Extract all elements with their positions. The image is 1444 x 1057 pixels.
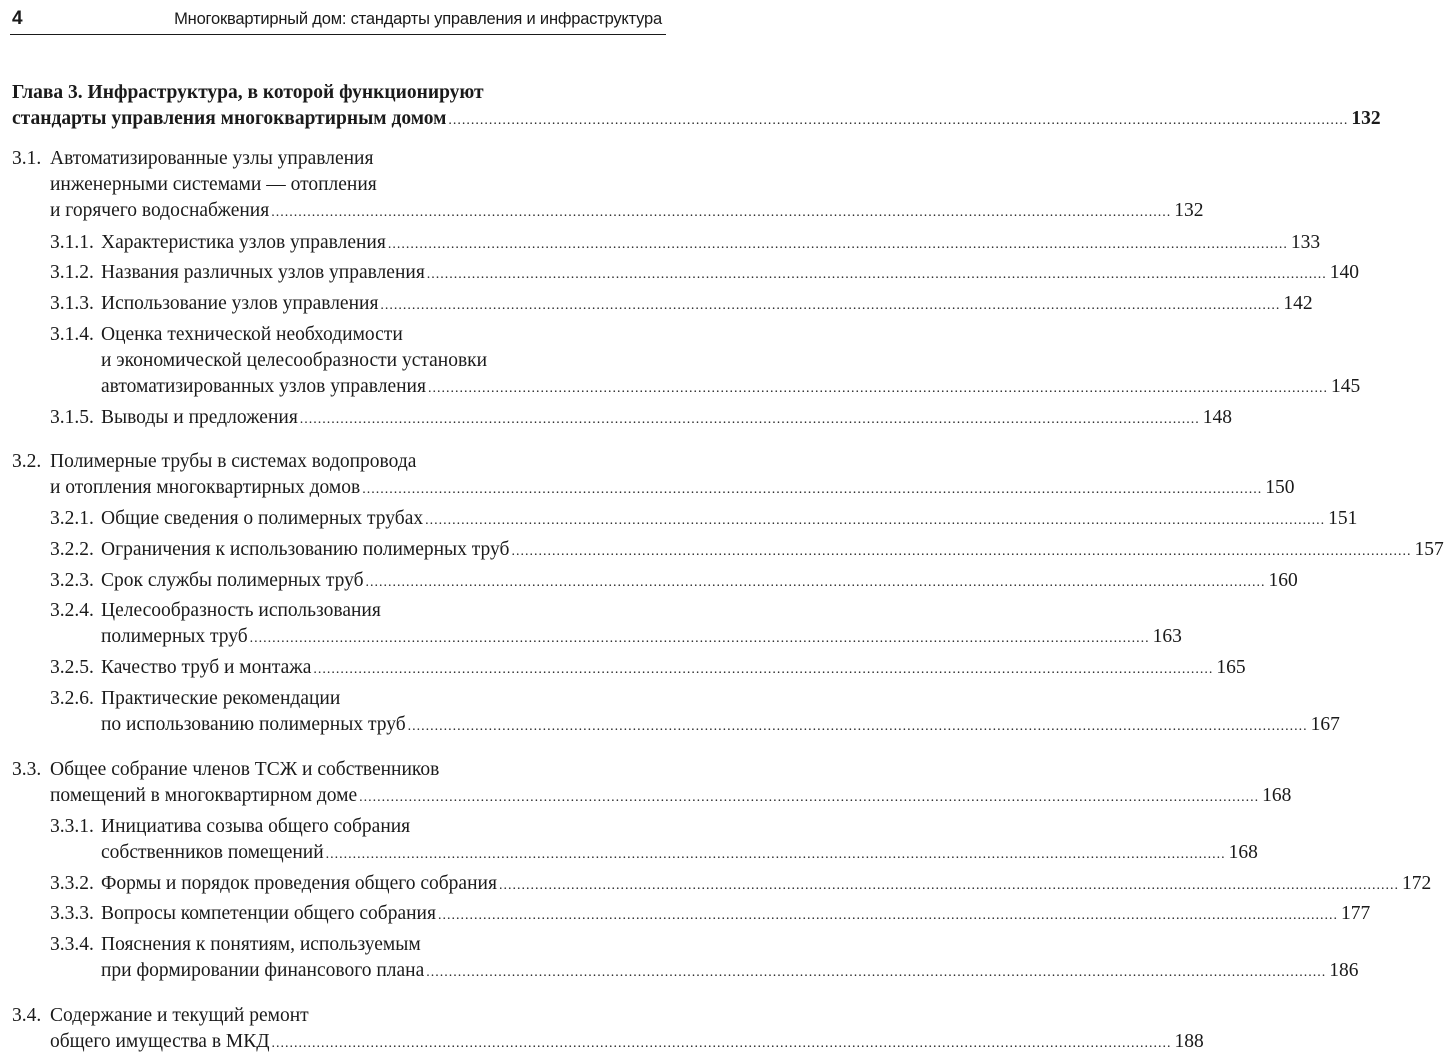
entry-line bbox=[12, 1029, 1204, 1057]
entry-text: и экономической целесообразности установки bbox=[101, 349, 488, 371]
dot-leader: ........................................................................................................................................................................................................ bbox=[425, 513, 1326, 529]
dot-leader: ........................................................................................................................................................................................................ bbox=[426, 267, 1327, 283]
entry-text: 3.2.4. Целесообразность использования bbox=[50, 600, 381, 621]
entry-line bbox=[50, 686, 666, 712]
entry-text: 3.2. Полимерные трубы в системах водопровода bbox=[12, 451, 416, 472]
toc-subsection bbox=[50, 291, 1313, 319]
entry-page-number: 167 bbox=[1310, 714, 1340, 735]
entry-number: 3.2.6. bbox=[50, 688, 94, 709]
entry-line bbox=[50, 374, 1361, 402]
toc-subsection bbox=[50, 901, 1371, 929]
entry-line bbox=[12, 757, 666, 783]
entry-line bbox=[12, 80, 666, 106]
entry-page-number: 165 bbox=[1216, 657, 1246, 679]
entry-page-number: 163 bbox=[1152, 626, 1182, 648]
entry-line bbox=[12, 449, 666, 475]
entry-line bbox=[50, 958, 1359, 986]
entry-line bbox=[50, 932, 666, 958]
entry-number: 3.1.3. bbox=[50, 292, 94, 314]
entry-number: 3.3.2. bbox=[50, 872, 94, 894]
toc-subsection bbox=[50, 230, 1321, 258]
entry-number: 3.2. bbox=[12, 451, 42, 473]
entry-page-number: 148 bbox=[1202, 406, 1233, 428]
toc-subsection bbox=[50, 260, 1360, 288]
toc-subsection bbox=[50, 598, 1182, 652]
toc-section bbox=[12, 449, 1295, 503]
entry-line bbox=[50, 840, 1258, 868]
entry-number: 3.4. bbox=[12, 1005, 42, 1026]
entry-page-number: 132 bbox=[1351, 108, 1381, 129]
entry-page-number: 151 bbox=[1328, 508, 1358, 530]
entry-text: 3.3.1. Инициатива созыва общего собрания bbox=[50, 816, 410, 837]
toc-subsection bbox=[50, 686, 1340, 740]
entry-text: 3.1.2. Названия различных узлов управления bbox=[50, 260, 425, 286]
entry-page-number: 142 bbox=[1283, 292, 1313, 314]
entry-text: 3.2.3. Срок службы полимерных труб bbox=[50, 568, 364, 594]
entry-line bbox=[50, 814, 666, 840]
entry-text: по использованию полимерных труб bbox=[101, 714, 406, 735]
entry-number: 3.1.5. bbox=[50, 406, 94, 428]
entry-page-number: 133 bbox=[1290, 231, 1321, 253]
entry-page-number: 145 bbox=[1330, 375, 1361, 397]
entry-number: 3.2.2. bbox=[50, 539, 94, 560]
entry-text: при формировании финансового плана bbox=[101, 960, 425, 982]
toc-subsection bbox=[50, 932, 1359, 986]
dot-leader: ........................................................................................................................................................................................................ bbox=[511, 544, 1412, 559]
entry-page-number: 160 bbox=[1268, 569, 1298, 591]
entry-line bbox=[12, 198, 1204, 226]
toc-subsection bbox=[50, 655, 1246, 683]
entry-page-number: 168 bbox=[1262, 784, 1292, 806]
entry-line bbox=[50, 568, 1298, 596]
entry-page-number: 140 bbox=[1329, 262, 1360, 284]
entry-text: 3.3.3. Вопросы компетенции общего собрания bbox=[50, 901, 436, 927]
entry-line bbox=[50, 405, 1233, 433]
entry-line bbox=[12, 106, 1381, 134]
entry-page-number: 168 bbox=[1228, 841, 1258, 863]
toc-subsection bbox=[50, 568, 1298, 596]
entry-line bbox=[50, 230, 1321, 258]
entry-number: 3.3.1. bbox=[50, 815, 94, 837]
dot-leader: ........................................................................................................................................................................................................ bbox=[313, 662, 1214, 678]
entry-line bbox=[50, 506, 1358, 534]
entry-page-number: 172 bbox=[1401, 872, 1432, 894]
entry-line bbox=[12, 475, 1295, 503]
entry-line bbox=[50, 348, 666, 374]
chapter-heading bbox=[12, 80, 1381, 134]
toc-subsection bbox=[50, 506, 1358, 534]
dot-leader: ........................................................................................................................................................................................................ bbox=[448, 113, 1349, 128]
entry-text: полимерных труб bbox=[101, 626, 248, 648]
toc-subsection bbox=[50, 322, 1361, 402]
entry-number: 3.3.4. bbox=[50, 934, 94, 956]
entry-line bbox=[50, 537, 1444, 565]
toc-section bbox=[12, 146, 1204, 226]
running-title: Многоквартирный дом: стандарты управления и инфраструктура bbox=[174, 10, 662, 28]
dot-leader: ........................................................................................................................................................................................................ bbox=[437, 908, 1338, 924]
entry-text: и отопления многоквартирных домов bbox=[50, 477, 361, 499]
dot-leader: ........................................................................................................................................................................................................ bbox=[299, 411, 1200, 427]
entry-line bbox=[50, 901, 1371, 929]
entry-text: 3.2.1. Общие сведения о полимерных трубах bbox=[50, 506, 423, 532]
entry-line bbox=[50, 260, 1360, 288]
toc-subsection bbox=[50, 405, 1233, 433]
entry-number: 3.3. bbox=[12, 758, 42, 780]
entry-text: и горячего водоснабжения bbox=[50, 200, 270, 222]
entry-number: 3.1.1. bbox=[50, 231, 94, 253]
toc-section bbox=[12, 757, 1292, 811]
dot-leader: ........................................................................................................................................................................................................ bbox=[271, 1036, 1172, 1051]
dot-leader: ........................................................................................................................................................................................................ bbox=[249, 631, 1150, 647]
entry-page-number: 150 bbox=[1265, 477, 1295, 499]
dot-leader: ........................................................................................................................................................................................................ bbox=[359, 789, 1260, 805]
entry-text: помещений в многоквартирном доме bbox=[50, 784, 358, 806]
entry-text: автоматизированных узлов управления bbox=[101, 375, 426, 397]
entry-page-number: 157 bbox=[1414, 539, 1444, 560]
entry-text: 3.1. Автоматизированные узлы управления bbox=[12, 148, 373, 169]
entry-number: 3.1.2. bbox=[50, 262, 94, 284]
entry-text: 3.1.5. Выводы и предложения bbox=[50, 405, 298, 431]
entry-page-number: 177 bbox=[1340, 903, 1371, 925]
dot-leader: ........................................................................................................................................................................................................ bbox=[362, 482, 1263, 498]
entry-text: 3.1.4. Оценка технической необходимости bbox=[50, 324, 403, 345]
dot-leader: ........................................................................................................................................................................................................ bbox=[271, 205, 1172, 221]
entry-text: стандарты управления многоквартирным домом bbox=[12, 108, 447, 129]
entry-number: 3.3.3. bbox=[50, 903, 94, 925]
dot-leader: ........................................................................................................................................................................................................ bbox=[365, 574, 1266, 590]
entry-text: 3.3.2. Формы и порядок проведения общего собрания bbox=[50, 871, 497, 897]
entry-text: 3.3.4. Пояснения к понятиям, используемым bbox=[50, 934, 421, 955]
entry-text: 3.4. Содержание и текущий ремонт bbox=[12, 1005, 309, 1026]
dot-leader: ........................................................................................................................................................................................................ bbox=[387, 236, 1288, 252]
dot-leader: ........................................................................................................................................................................................................ bbox=[498, 877, 1399, 893]
entry-text: собственников помещений bbox=[101, 841, 324, 863]
entry-number: 3.2.3. bbox=[50, 569, 94, 591]
entry-text: 3.1.3. Использование узлов управления bbox=[50, 291, 378, 317]
entry-text: 3.2.5. Качество труб и монтажа bbox=[50, 655, 311, 681]
entry-line bbox=[50, 322, 666, 348]
entry-line bbox=[12, 172, 666, 198]
entry-number: 3.2.4. bbox=[50, 600, 94, 622]
entry-text: 3.2.6. Практические рекомендации bbox=[50, 688, 340, 709]
entry-page-number: 132 bbox=[1174, 200, 1204, 222]
entry-line bbox=[50, 624, 1182, 652]
entry-text: инженерными системами — отопления bbox=[50, 174, 377, 196]
entry-text: Глава 3. Инфраструктура, в которой функционируют bbox=[12, 82, 484, 103]
entry-number: 3.2.5. bbox=[50, 657, 94, 679]
dot-leader: ........................................................................................................................................................................................................ bbox=[407, 719, 1308, 734]
entry-number: 3.2.1. bbox=[50, 508, 94, 530]
entry-text: 3.1.1. Характеристика узлов управления bbox=[50, 230, 386, 256]
entry-line bbox=[12, 1003, 666, 1029]
entry-line bbox=[50, 291, 1313, 319]
entry-text: 3.2.2. Ограничения к использованию полимерных труб bbox=[50, 537, 509, 563]
entry-text: общего имущества в МКД bbox=[50, 1031, 270, 1052]
toc-subsection bbox=[50, 814, 1258, 868]
entry-page-number: 186 bbox=[1329, 960, 1359, 982]
toc-subsection bbox=[50, 871, 1432, 899]
entry-line bbox=[50, 871, 1432, 899]
entry-page-number: 188 bbox=[1174, 1031, 1204, 1052]
entry-line bbox=[12, 783, 1292, 811]
entry-number: 3.1.4. bbox=[50, 323, 94, 345]
dot-leader: ........................................................................................................................................................................................................ bbox=[427, 380, 1328, 396]
toc-section bbox=[12, 1003, 1204, 1057]
dot-leader: ........................................................................................................................................................................................................ bbox=[325, 846, 1226, 862]
entry-line bbox=[50, 655, 1246, 683]
entry-number: 3.1. bbox=[12, 148, 42, 170]
entry-text: 3.3. Общее собрание членов ТСЖ и собственников bbox=[12, 759, 439, 780]
entry-line bbox=[50, 712, 1340, 740]
entry-line bbox=[50, 598, 666, 624]
page-number: 4 bbox=[12, 8, 23, 29]
dot-leader: ........................................................................................................................................................................................................ bbox=[426, 965, 1327, 981]
toc-subsection bbox=[50, 537, 1444, 565]
running-header bbox=[10, 2, 666, 35]
dot-leader: ........................................................................................................................................................................................................ bbox=[380, 297, 1281, 313]
entry-line bbox=[12, 146, 666, 172]
